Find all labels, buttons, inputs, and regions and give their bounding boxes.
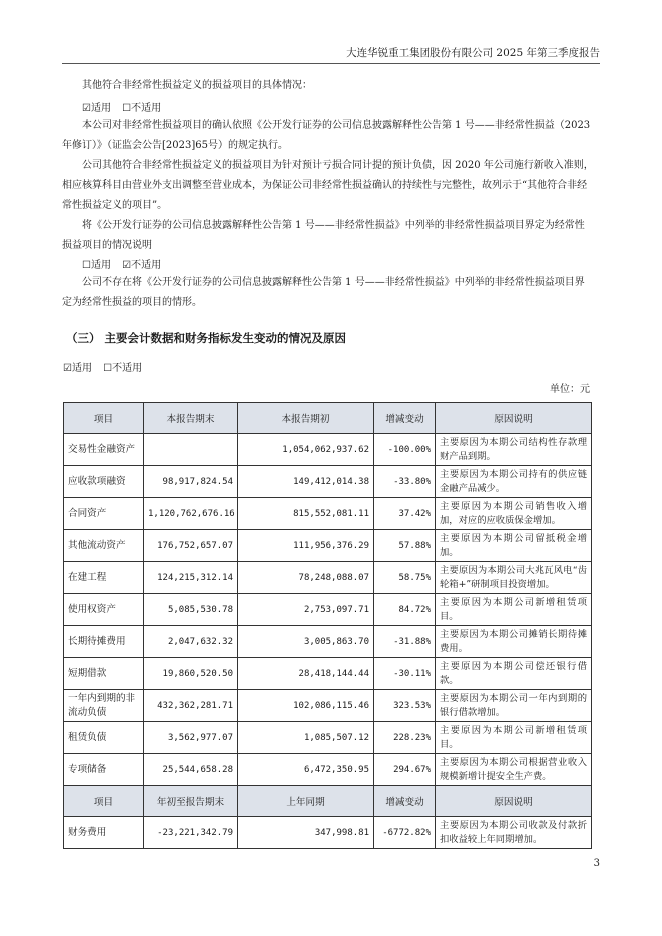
cell-change: -6772.82% — [374, 817, 436, 849]
header-last-year: 上年同期 — [238, 786, 374, 817]
table-body — [64, 434, 592, 786]
cell-item: 应收款项融资 — [64, 466, 144, 498]
cell-reason: 主要原因为本期公司留抵税金增加。 — [436, 530, 592, 562]
other-items-heading: 其他符合非经常性损益定义的损益项目的具体情况： — [82, 80, 312, 91]
cell-item: 专项储备 — [64, 754, 144, 786]
unit-label: 单位：元 — [550, 384, 590, 395]
cell-current: -23,221,342.79 — [144, 817, 238, 849]
cell-reason: 主要原因为本期公司持有的供应链金融产品减少。 — [436, 466, 592, 498]
cell-item: 其他流动资产 — [64, 530, 144, 562]
applicable-checkbox-1 — [82, 102, 169, 116]
report-title: 大连华锐重工集团股份有限公司 2025 年第三季度报告 — [346, 47, 600, 59]
page-number: 3 — [593, 858, 600, 869]
cell-current: 1,120,762,676.16 — [144, 498, 238, 530]
applicable-option: ☑适用 — [63, 363, 92, 374]
cell-reason: 主要原因为本期公司新增租赁项目。 — [436, 722, 592, 754]
header-change: 增减变动 — [374, 786, 436, 817]
cell-change: -30.11% — [374, 658, 436, 690]
cell-change: 294.67% — [374, 754, 436, 786]
cell-item: 合同资产 — [64, 498, 144, 530]
table2-body — [64, 817, 592, 849]
paragraph-other-items: 公司其他符合非经常性损益定义的损益项目为针对预计亏损合同计提的预计负债，因 2020 年公司施行新收入准则，相应核算科目由营业外支出调整至营业成本，为保证公司非经常性损益确认的持续性与完整性，故列示于“其他符合非经常性损益定义的项目”。 — [62, 160, 594, 211]
cell-item: 使用权资产 — [64, 594, 144, 626]
header-period-end: 本报告期末 — [144, 403, 238, 434]
table-row — [64, 466, 592, 498]
paragraph-basis: 本公司对非经常性损益项目的确认依照《公开发行证券的公司信息披露解释性公告第 1 号——非经常性损益（2023年修订）》（证监会公告[2023]65号）的规定执行。 — [62, 120, 591, 151]
cell-reason: 主要原因为本期公司一年内到期的银行借款增加。 — [436, 690, 592, 722]
cell-item: 交易性金融资产 — [64, 434, 144, 466]
cell-current: 5,085,530.78 — [144, 594, 238, 626]
cell-reason: 主要原因为本期公司偿还银行借款。 — [436, 658, 592, 690]
cell-item: 在建工程 — [64, 562, 144, 594]
table-row — [64, 626, 592, 658]
cell-previous: 78,248,088.07 — [238, 562, 374, 594]
cell-reason: 主要原因为本期公司根据营业收入规模新增计提安全生产费。 — [436, 754, 592, 786]
table-row — [64, 530, 592, 562]
table-row — [64, 594, 592, 626]
cell-previous: 2,753,097.71 — [238, 594, 374, 626]
cell-current: 176,752,657.07 — [144, 530, 238, 562]
cell-item: 租赁负债 — [64, 722, 144, 754]
cell-previous: 815,552,081.11 — [238, 498, 374, 530]
cell-item: 短期借款 — [64, 658, 144, 690]
cell-reason: 主要原因为本期公司结构性存款理财产品到期。 — [436, 434, 592, 466]
table-row — [64, 658, 592, 690]
cell-previous: 6,472,350.95 — [238, 754, 374, 786]
page-header — [62, 45, 600, 64]
cell-change: 323.53% — [374, 690, 436, 722]
header-reason: 原因说明 — [436, 786, 592, 817]
cell-reason: 主要原因为本期公司摊销长期待摊费用。 — [436, 626, 592, 658]
not-applicable-option: ☑不适用 — [122, 260, 162, 271]
section-title: （三） 主要会计数据和财务指标发生变动的情况及原因 — [66, 331, 347, 345]
cell-current: 432,362,281.71 — [144, 690, 238, 722]
header-ytd: 年初至报告期末 — [144, 786, 238, 817]
cell-current: 19,860,520.50 — [144, 658, 238, 690]
header-reason: 原因说明 — [436, 403, 592, 434]
cell-current: 3,562,977.07 — [144, 722, 238, 754]
table-row — [64, 817, 592, 849]
applicable-checkbox-3 — [63, 362, 150, 376]
cell-current: 25,544,658.28 — [144, 754, 238, 786]
cell-item: 财务费用 — [64, 817, 144, 849]
cell-current: 2,047,632.32 — [144, 626, 238, 658]
header-change: 增减变动 — [374, 403, 436, 434]
header-item: 项目 — [64, 786, 144, 817]
table-row — [64, 690, 592, 722]
cell-item: 一年内到期的非流动负债 — [64, 690, 144, 722]
applicable-checkbox-2 — [82, 259, 169, 273]
table-row — [64, 562, 592, 594]
cell-change: -33.80% — [374, 466, 436, 498]
cell-item: 长期待摊费用 — [64, 626, 144, 658]
cell-previous: 111,956,376.29 — [238, 530, 374, 562]
header-period-start: 本报告期初 — [238, 403, 374, 434]
cell-change: 37.42% — [374, 498, 436, 530]
table-row — [64, 754, 592, 786]
cell-previous: 149,412,014.38 — [238, 466, 374, 498]
financial-changes-table — [63, 402, 592, 849]
table2-header — [64, 786, 592, 817]
cell-previous: 3,005,863.70 — [238, 626, 374, 658]
cell-previous: 347,998.81 — [238, 817, 374, 849]
applicable-option: ☑适用 — [82, 103, 111, 114]
applicable-option: ☐适用 — [82, 260, 111, 271]
cell-previous: 1,054,062,937.62 — [238, 434, 374, 466]
not-applicable-option: ☐不适用 — [122, 103, 162, 114]
cell-change: -31.88% — [374, 626, 436, 658]
cell-change: -100.00% — [374, 434, 436, 466]
cell-previous: 28,418,144.44 — [238, 658, 374, 690]
cell-change: 84.72% — [374, 594, 436, 626]
cell-previous: 102,086,115.46 — [238, 690, 374, 722]
cell-previous: 1,085,507.12 — [238, 722, 374, 754]
cell-current: 124,215,312.14 — [144, 562, 238, 594]
cell-reason: 主要原因为本期公司新增租赁项目。 — [436, 594, 592, 626]
paragraph-none: 公司不存在将《公开发行证券的公司信息披露解释性公告第 1 号——非经常性损益》中列举的非经常性损益项目界定为经常性损益的项目的情形。 — [62, 277, 585, 308]
cell-reason: 主要原因为本期公司收款及付款折扣收益较上年同期增加。 — [436, 817, 592, 849]
not-applicable-option: ☐不适用 — [103, 363, 143, 374]
paragraph-reclassification: 将《公开发行证券的公司信息披露解释性公告第 1 号——非经常性损益》中列举的非经常性损益项目界定为经常性损益项目的情况说明 — [62, 220, 585, 251]
cell-change: 57.88% — [374, 530, 436, 562]
cell-reason: 主要原因为本期公司大兆瓦风电“齿轮箱+”研制项目投资增加。 — [436, 562, 592, 594]
table-header — [64, 403, 592, 434]
table-row — [64, 498, 592, 530]
cell-current: 98,917,824.54 — [144, 466, 238, 498]
cell-change: 58.75% — [374, 562, 436, 594]
cell-reason: 主要原因为本期公司销售收入增加，对应的应收质保金增加。 — [436, 498, 592, 530]
header-item: 项目 — [64, 403, 144, 434]
table-row — [64, 722, 592, 754]
cell-current — [144, 434, 238, 466]
table-row — [64, 434, 592, 466]
cell-change: 228.23% — [374, 722, 436, 754]
